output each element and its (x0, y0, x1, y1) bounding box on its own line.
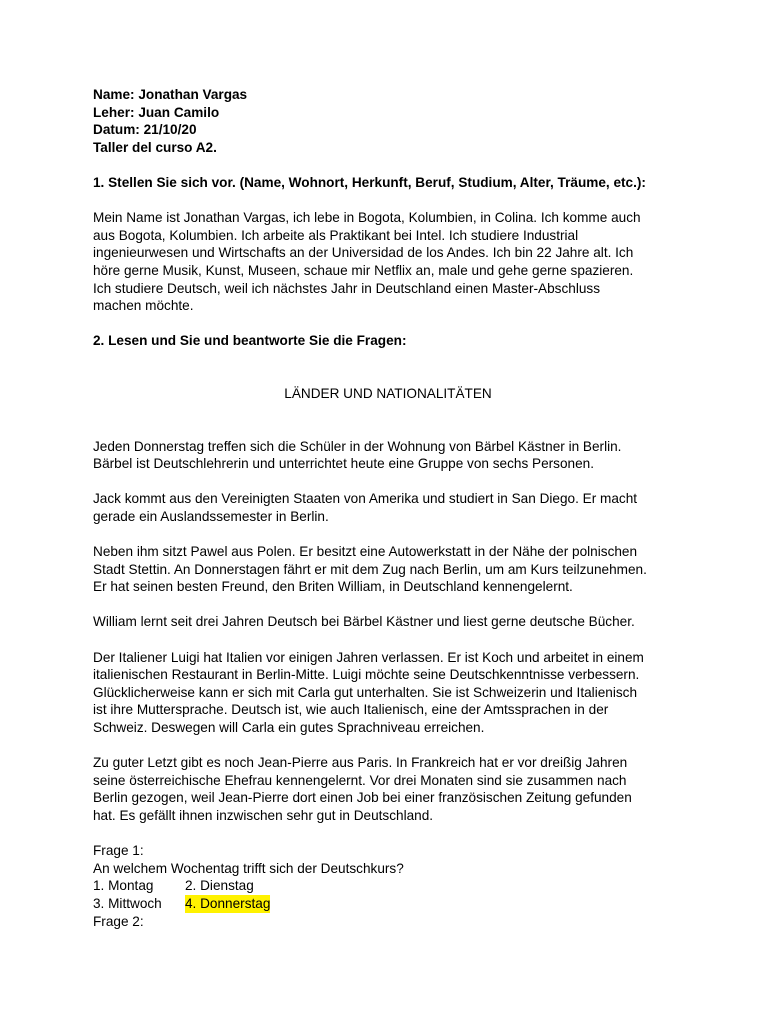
option-4-highlighted: 4. Donnerstag (185, 895, 271, 911)
text-line: italienischen Restaurant in Berlin-Mitte. Luigi möchte seine Deutschkenntnisse verbessern. (93, 667, 640, 683)
text-line: hat. Es gefällt ihnen inzwischen sehr gut in Deutschland. (93, 807, 434, 823)
text-line: Zu guter Letzt gibt es noch Jean-Pierre aus Paris. In Frankreich hat er vor dreißig Jahren (93, 755, 628, 771)
text-line: höre gerne Musik, Kunst, Museen, schaue mir Netflix an, male und gehe gerne spazieren. (93, 262, 634, 278)
spacer (93, 596, 683, 614)
text-line: Der Italiener Luigi hat Italien vor einigen Jahren verlassen. Er ist Koch und arbeitet in einem (93, 649, 644, 665)
reading-paragraph (93, 649, 683, 737)
text-line: ist ihre Muttersprache. Deutsch ist, wie auch Italienisch, eine der Amtssprachen in der (93, 702, 609, 718)
text-line: seine österreichische Ehefrau kennengelernt. Vor drei Monaten sind sie zusammen nach (93, 772, 627, 788)
text-line: machen möchte. (93, 298, 194, 314)
spacer (93, 192, 683, 210)
course-line: Taller del curso A2. (93, 139, 217, 155)
reading-paragraph (93, 438, 683, 473)
reading-paragraph (93, 543, 683, 596)
question-block (93, 842, 683, 930)
task2-heading: 2. Lesen und Sie und beantworte Sie die Fragen: (93, 333, 407, 349)
spacer (93, 525, 683, 543)
text-line: William lernt seit drei Jahren Deutsch bei Bärbel Kästner und liest gerne deutsche Bücher. (93, 614, 635, 630)
reading-paragraph (93, 754, 683, 824)
spacer (93, 403, 683, 438)
option-2: 2. Dienstag (185, 878, 254, 894)
text-line: gerade ein Auslandssemester in Berlin. (93, 508, 329, 524)
text-line: Stadt Stettin. An Donnerstagen fährt er mit dem Zug nach Berlin, um am Kurs teilzunehmen. (93, 561, 647, 577)
text-line: Neben ihm sitzt Pawel aus Polen. Er besitzt eine Autowerkstatt in der Nähe der polnischen (93, 544, 638, 560)
text-line: Jack kommt aus den Vereinigten Staaten von Amerika und studiert in San Diego. Er macht (93, 491, 638, 507)
option-3: 3. Mittwoch (93, 895, 162, 911)
option-1: 1. Montag (93, 878, 154, 894)
task1-answer (93, 209, 683, 315)
options-row (93, 895, 683, 913)
options-row (93, 877, 683, 895)
text-line: aus Bogota, Kolumbien. Ich arbeite als Praktikant bei Intel. Ich studiere Industrial (93, 227, 579, 243)
text-line: Glücklicherweise kann er sich mit Carla gut unterhalten. Sie ist Schweizerin und Italienisch (93, 684, 638, 700)
student-name: Name: Jonathan Vargas (93, 87, 248, 102)
reading-paragraph (93, 490, 683, 525)
reading-paragraph (93, 613, 683, 631)
text-line: Bärbel ist Deutschlehrerin und unterrichtet heute eine Gruppe von sechs Personen. (93, 456, 594, 472)
reading-title: LÄNDER UND NATIONALITÄTEN (284, 385, 492, 401)
question-label: Frage 2: (93, 913, 144, 929)
text-line: Schweiz. Deswegen will Carla ein gutes Sprachniveau erreichen. (93, 720, 485, 735)
teacher-name: Leher: Juan Camilo (93, 104, 220, 120)
document-page (93, 86, 683, 930)
spacer (93, 156, 683, 174)
text-line: Jeden Donnerstag treffen sich die Schüler in der Wohnung von Bärbel Kästner in Berlin. (93, 438, 622, 454)
task1-heading: 1. Stellen Sie sich vor. (Name, Wohnort, Herkunft, Beruf, Studium, Alter, Träume, etc.): (93, 174, 646, 190)
question-text: An welchem Wochentag trifft sich der Deutschkurs? (93, 860, 404, 876)
spacer (93, 825, 683, 843)
spacer (93, 473, 683, 491)
spacer (93, 631, 683, 649)
text-line: Berlin gezogen, weil Jean-Pierre dort einen Job bei einer französischen Zeitung gefunden (93, 790, 632, 806)
text-line: Er hat seinen besten Freund, den Briten William, in Deutschland kennengelernt. (93, 579, 573, 595)
spacer (93, 350, 683, 385)
date-line: Datum: 21/10/20 (93, 122, 197, 138)
spacer (93, 315, 683, 333)
text-line: Mein Name ist Jonathan Vargas, ich lebe in Bogota, Kolumbien, in Colina. Ich komme auch (93, 210, 641, 226)
text-line: ingenieurwesen und Wirtschafts an der Universidad de los Andes. Ich bin 22 Jahre alt. Ich (93, 245, 634, 261)
text-line: Ich studiere Deutsch, weil ich nächstes Jahr in Deutschland einen Master-Abschluss (93, 280, 600, 296)
spacer (93, 737, 683, 755)
question-label: Frage 1: (93, 843, 144, 859)
